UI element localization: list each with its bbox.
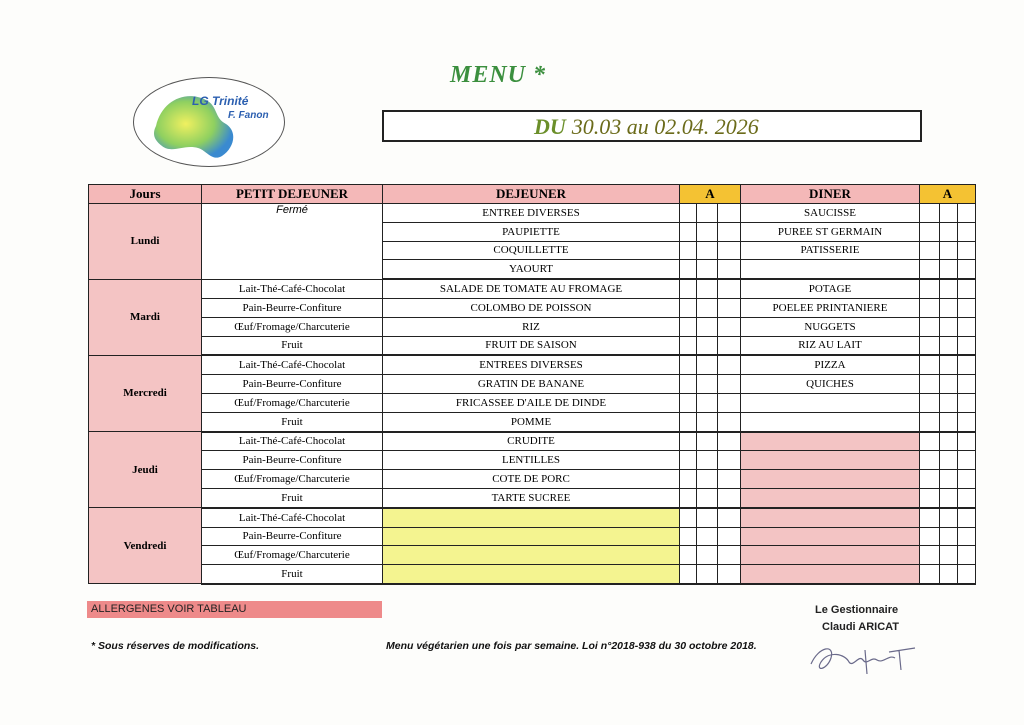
allergen-check-dinner xyxy=(920,546,940,565)
table-row xyxy=(89,204,976,223)
allergen-check-lunch xyxy=(718,488,741,507)
dinner-dish: PIZZA xyxy=(741,355,920,374)
allergen-check-lunch xyxy=(718,375,741,394)
menu-body xyxy=(89,204,976,584)
logo-line2: F. Fanon xyxy=(228,110,269,121)
martinique-map-icon xyxy=(134,78,284,166)
dinner-dish xyxy=(741,432,920,451)
allergen-check-dinner xyxy=(958,393,976,412)
allergen-check-dinner xyxy=(958,355,976,374)
allergen-check-lunch xyxy=(680,470,697,489)
allergen-check-lunch xyxy=(680,222,697,241)
table-row xyxy=(89,279,976,298)
allergen-check-dinner xyxy=(940,336,958,355)
allergen-check-dinner xyxy=(920,298,940,317)
allergen-check-lunch xyxy=(718,508,741,527)
allergen-check-lunch xyxy=(718,565,741,584)
dinner-dish: NUGGETS xyxy=(741,317,920,336)
allergen-check-lunch xyxy=(680,546,697,565)
breakfast-item: Pain-Beurre-Confiture xyxy=(202,527,383,546)
signature-icon xyxy=(805,636,925,680)
allergen-check-dinner xyxy=(940,355,958,374)
allergen-check-dinner xyxy=(958,412,976,431)
allergen-check-dinner xyxy=(920,375,940,394)
allergen-check-dinner xyxy=(940,470,958,489)
allergen-check-lunch xyxy=(718,317,741,336)
allergen-check-lunch xyxy=(718,298,741,317)
allergen-check-dinner xyxy=(940,298,958,317)
table-row xyxy=(89,375,976,394)
breakfast-item: Œuf/Fromage/Charcuterie xyxy=(202,317,383,336)
allergen-check-dinner xyxy=(958,241,976,260)
allergen-check-lunch xyxy=(680,432,697,451)
allergen-check-dinner xyxy=(940,488,958,507)
allergen-check-dinner xyxy=(940,279,958,298)
allergen-check-dinner xyxy=(920,317,940,336)
table-row xyxy=(89,317,976,336)
allergen-notice: ALLERGENES VOIR TABLEAU xyxy=(87,601,382,618)
allergen-check-dinner xyxy=(940,222,958,241)
page-title: MENU * xyxy=(450,62,547,88)
allergen-check-lunch xyxy=(680,317,697,336)
manager-name: Claudi ARICAT xyxy=(822,621,899,633)
allergen-check-lunch xyxy=(697,393,718,412)
allergen-check-lunch xyxy=(718,393,741,412)
table-row xyxy=(89,451,976,470)
table-row xyxy=(89,412,976,431)
allergen-check-lunch xyxy=(680,527,697,546)
allergen-check-dinner xyxy=(920,241,940,260)
dinner-dish xyxy=(741,412,920,431)
allergen-check-lunch xyxy=(718,222,741,241)
lunch-dish: CRUDITE xyxy=(383,432,680,451)
allergen-check-lunch xyxy=(697,451,718,470)
dinner-dish xyxy=(741,546,920,565)
lunch-dish: GRATIN DE BANANE xyxy=(383,375,680,394)
breakfast-item: Pain-Beurre-Confiture xyxy=(202,298,383,317)
day-label: Mardi xyxy=(89,279,202,355)
allergen-check-lunch xyxy=(680,298,697,317)
allergen-check-dinner xyxy=(958,204,976,223)
allergen-check-dinner xyxy=(940,432,958,451)
table-row xyxy=(89,565,976,584)
lunch-dish: RIZ xyxy=(383,317,680,336)
table-row xyxy=(89,393,976,412)
dinner-dish xyxy=(741,260,920,279)
allergen-check-dinner xyxy=(958,451,976,470)
allergen-check-dinner xyxy=(920,336,940,355)
allergen-check-dinner xyxy=(940,393,958,412)
allergen-check-lunch xyxy=(718,546,741,565)
table-row xyxy=(89,336,976,355)
table-row xyxy=(89,527,976,546)
allergen-check-lunch xyxy=(697,546,718,565)
dinner-dish xyxy=(741,393,920,412)
allergen-check-lunch xyxy=(697,565,718,584)
allergen-check-lunch xyxy=(718,204,741,223)
breakfast-closed: Fermé xyxy=(202,204,383,280)
table-row xyxy=(89,432,976,451)
date-range-box xyxy=(382,110,922,142)
allergen-check-dinner xyxy=(958,260,976,279)
breakfast-item: Œuf/Fromage/Charcuterie xyxy=(202,546,383,565)
menu-table xyxy=(88,184,976,585)
dinner-dish: POTAGE xyxy=(741,279,920,298)
breakfast-item: Lait-Thé-Café-Chocolat xyxy=(202,355,383,374)
allergen-check-dinner xyxy=(958,488,976,507)
manager-title: Le Gestionnaire xyxy=(815,604,899,616)
lunch-dish xyxy=(383,527,680,546)
allergen-check-dinner xyxy=(920,508,940,527)
allergen-check-lunch xyxy=(680,355,697,374)
allergen-check-lunch xyxy=(697,317,718,336)
allergen-check-lunch xyxy=(697,298,718,317)
header-jours: Jours xyxy=(89,185,202,204)
dinner-dish xyxy=(741,565,920,584)
allergen-check-dinner xyxy=(940,546,958,565)
lunch-dish: POMME xyxy=(383,412,680,431)
allergen-check-dinner xyxy=(920,222,940,241)
lunch-dish: FRUIT DE SAISON xyxy=(383,336,680,355)
allergen-check-lunch xyxy=(718,470,741,489)
breakfast-item: Fruit xyxy=(202,412,383,431)
allergen-check-lunch xyxy=(697,470,718,489)
lunch-dish: SALADE DE TOMATE AU FROMAGE xyxy=(383,279,680,298)
allergen-check-dinner xyxy=(958,222,976,241)
allergen-check-dinner xyxy=(920,260,940,279)
allergen-check-dinner xyxy=(940,412,958,431)
breakfast-item: Fruit xyxy=(202,565,383,584)
lunch-dish: COLOMBO DE POISSON xyxy=(383,298,680,317)
table-row xyxy=(89,470,976,489)
allergen-check-dinner xyxy=(920,432,940,451)
allergen-check-dinner xyxy=(958,527,976,546)
allergen-check-lunch xyxy=(680,260,697,279)
day-label: Mercredi xyxy=(89,355,202,431)
allergen-check-dinner xyxy=(940,204,958,223)
lunch-dish: LENTILLES xyxy=(383,451,680,470)
lunch-dish xyxy=(383,546,680,565)
allergen-check-lunch xyxy=(680,451,697,470)
table-row xyxy=(89,355,976,374)
allergen-check-dinner xyxy=(940,451,958,470)
allergen-check-lunch xyxy=(680,488,697,507)
allergen-check-dinner xyxy=(958,279,976,298)
table-row xyxy=(89,508,976,527)
allergen-check-lunch xyxy=(718,412,741,431)
allergen-check-dinner xyxy=(940,317,958,336)
allergen-check-dinner xyxy=(958,470,976,489)
allergen-check-dinner xyxy=(920,470,940,489)
allergen-check-dinner xyxy=(920,393,940,412)
allergen-check-lunch xyxy=(697,336,718,355)
allergen-check-dinner xyxy=(958,565,976,584)
allergen-check-dinner xyxy=(940,508,958,527)
allergen-check-lunch xyxy=(718,432,741,451)
allergen-check-lunch xyxy=(680,393,697,412)
allergen-check-lunch xyxy=(697,355,718,374)
allergen-check-lunch xyxy=(697,260,718,279)
allergen-check-lunch xyxy=(697,375,718,394)
breakfast-item: Lait-Thé-Café-Chocolat xyxy=(202,432,383,451)
table-row xyxy=(89,298,976,317)
header-a-lunch: A xyxy=(680,185,741,204)
allergen-check-dinner xyxy=(940,527,958,546)
lunch-dish: COTE DE PORC xyxy=(383,470,680,489)
lunch-dish: ENTREES DIVERSES xyxy=(383,355,680,374)
allergen-check-dinner xyxy=(920,204,940,223)
lunch-dish xyxy=(383,565,680,584)
header-a-dinner: A xyxy=(920,185,976,204)
allergen-check-dinner xyxy=(958,336,976,355)
allergen-check-lunch xyxy=(680,508,697,527)
header-dejeuner: DEJEUNER xyxy=(383,185,680,204)
allergen-check-dinner xyxy=(958,375,976,394)
allergen-check-lunch xyxy=(680,375,697,394)
allergen-check-lunch xyxy=(680,336,697,355)
allergen-check-dinner xyxy=(940,260,958,279)
logo-line1: LG Trinité xyxy=(192,94,249,108)
breakfast-item: Œuf/Fromage/Charcuterie xyxy=(202,393,383,412)
lunch-dish xyxy=(383,508,680,527)
allergen-check-dinner xyxy=(920,355,940,374)
breakfast-item: Œuf/Fromage/Charcuterie xyxy=(202,470,383,489)
allergen-check-lunch xyxy=(697,279,718,298)
allergen-check-lunch xyxy=(697,241,718,260)
allergen-check-dinner xyxy=(958,298,976,317)
lunch-dish: TARTE SUCREE xyxy=(383,488,680,507)
allergen-check-dinner xyxy=(940,375,958,394)
allergen-check-lunch xyxy=(697,204,718,223)
allergen-check-lunch xyxy=(697,432,718,451)
allergen-check-dinner xyxy=(958,508,976,527)
allergen-check-lunch xyxy=(680,279,697,298)
table-header-row xyxy=(89,185,976,204)
header-petit-dejeuner: PETIT DEJEUNER xyxy=(202,185,383,204)
date-range-text: 30.03 au 02.04. 2026 xyxy=(571,114,759,139)
allergen-check-lunch xyxy=(697,412,718,431)
allergen-check-lunch xyxy=(718,241,741,260)
allergen-check-lunch xyxy=(718,355,741,374)
day-label: Vendredi xyxy=(89,508,202,584)
allergen-check-dinner xyxy=(920,412,940,431)
allergen-check-lunch xyxy=(718,336,741,355)
lunch-dish: COQUILLETTE xyxy=(383,241,680,260)
table-row xyxy=(89,488,976,507)
day-label: Lundi xyxy=(89,204,202,280)
allergen-check-dinner xyxy=(958,317,976,336)
allergen-check-lunch xyxy=(680,565,697,584)
dinner-dish xyxy=(741,508,920,527)
lunch-dish: YAOURT xyxy=(383,260,680,279)
allergen-check-lunch xyxy=(697,508,718,527)
date-prefix: DU xyxy=(534,114,566,139)
dinner-dish: POELEE PRINTANIERE xyxy=(741,298,920,317)
allergen-check-lunch xyxy=(718,527,741,546)
dinner-dish xyxy=(741,488,920,507)
allergen-check-dinner xyxy=(920,279,940,298)
dinner-dish: RIZ AU LAIT xyxy=(741,336,920,355)
lunch-dish: PAUPIETTE xyxy=(383,222,680,241)
allergen-check-dinner xyxy=(920,451,940,470)
allergen-check-lunch xyxy=(718,279,741,298)
allergen-check-lunch xyxy=(697,488,718,507)
allergen-check-lunch xyxy=(680,412,697,431)
allergen-check-dinner xyxy=(940,565,958,584)
allergen-check-dinner xyxy=(920,565,940,584)
breakfast-item: Pain-Beurre-Confiture xyxy=(202,375,383,394)
dinner-dish: SAUCISSE xyxy=(741,204,920,223)
allergen-check-dinner xyxy=(920,527,940,546)
dinner-dish: PUREE ST GERMAIN xyxy=(741,222,920,241)
allergen-check-dinner xyxy=(958,432,976,451)
allergen-check-lunch xyxy=(680,204,697,223)
breakfast-item: Fruit xyxy=(202,488,383,507)
date-range xyxy=(534,114,759,140)
breakfast-item: Lait-Thé-Café-Chocolat xyxy=(202,508,383,527)
breakfast-item: Lait-Thé-Café-Chocolat xyxy=(202,279,383,298)
day-label: Jeudi xyxy=(89,432,202,508)
dinner-dish: QUICHES xyxy=(741,375,920,394)
dinner-dish xyxy=(741,527,920,546)
allergen-check-dinner xyxy=(940,241,958,260)
lunch-dish: FRICASSEE D'AILE DE DINDE xyxy=(383,393,680,412)
vegetarian-note: Menu végétarien une fois par semaine. Loi n°2018-938 du 30 octobre 2018. xyxy=(386,640,757,652)
allergen-check-lunch xyxy=(680,241,697,260)
breakfast-item: Fruit xyxy=(202,336,383,355)
allergen-check-dinner xyxy=(920,488,940,507)
dinner-dish xyxy=(741,470,920,489)
school-logo xyxy=(133,77,285,167)
dinner-dish xyxy=(741,451,920,470)
allergen-check-lunch xyxy=(718,451,741,470)
allergen-check-lunch xyxy=(697,222,718,241)
dinner-dish: PATISSERIE xyxy=(741,241,920,260)
table-row xyxy=(89,546,976,565)
reserves-note: * Sous réserves de modifications. xyxy=(91,640,260,652)
allergen-check-lunch xyxy=(697,527,718,546)
breakfast-item: Pain-Beurre-Confiture xyxy=(202,451,383,470)
lunch-dish: ENTREE DIVERSES xyxy=(383,204,680,223)
header-diner: DINER xyxy=(741,185,920,204)
allergen-check-lunch xyxy=(718,260,741,279)
allergen-check-dinner xyxy=(958,546,976,565)
